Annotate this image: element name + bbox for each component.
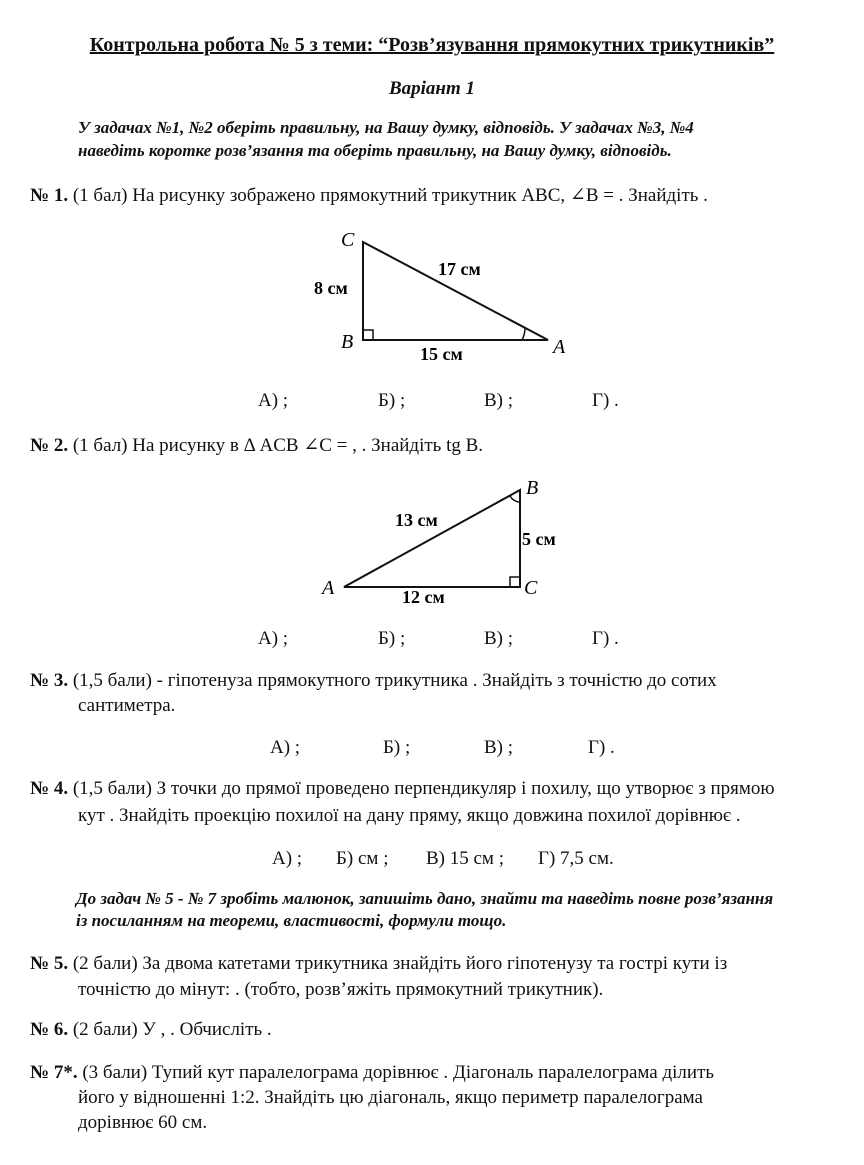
question-1-text: (1 бал) На рисунку зображено прямокутний трикутник ABC, ∠B = . Знайдіть . bbox=[68, 185, 708, 206]
q1-option-a: А) ; bbox=[258, 390, 289, 411]
question-6-text: (2 бали) У , . Обчисліть . bbox=[68, 1019, 272, 1040]
side-ac-label: 12 см bbox=[402, 587, 445, 607]
question-5-line-1: (2 бали) За двома катетами трикутника знайдіть його гіпотенузу та гострі кути із bbox=[68, 953, 728, 974]
right-angle-mark-c bbox=[510, 577, 520, 587]
q3-option-c: В) ; bbox=[484, 737, 514, 758]
instructions-line-1: У задачах №1, №2 оберіть правильну, на Вашу думку, відповідь. У задачах №3, №4 bbox=[78, 118, 694, 137]
page-title: Контрольна робота № 5 з теми: “Розв’язування прямокутних трикутників” bbox=[89, 34, 775, 56]
question-2 bbox=[30, 434, 483, 457]
q2-option-c: В) ; bbox=[484, 628, 514, 649]
question-4 bbox=[30, 778, 775, 800]
question-5-number: № 5. bbox=[30, 953, 69, 974]
vertex-label-b: B bbox=[341, 331, 354, 353]
angle-arc-a bbox=[522, 328, 525, 340]
question-7 bbox=[30, 1062, 714, 1084]
q3-option-b: Б) ; bbox=[383, 737, 411, 758]
question-4-number: № 4. bbox=[30, 778, 69, 799]
vertex-label-a: A bbox=[553, 336, 566, 358]
question-1 bbox=[30, 184, 708, 207]
question-7-line-1: (3 бали) Тупий кут паралелограма дорівнює . Діагональ паралелограма ділить bbox=[77, 1062, 715, 1083]
q2-option-b: Б) ; bbox=[378, 628, 406, 649]
triangle-abc bbox=[363, 242, 548, 340]
vertex-label-b2: B bbox=[526, 477, 539, 499]
q4-option-d: Г) 7,5 см. bbox=[538, 848, 614, 869]
q4-option-c: В) 15 см ; bbox=[426, 848, 504, 869]
q1-option-d: Г) . bbox=[592, 390, 619, 411]
question-2-text: (1 бал) На рисунку в Δ ACB ∠C = , . Знайдіть tg B. bbox=[68, 435, 484, 456]
question-1-number: № 1. bbox=[30, 185, 69, 206]
question-3-number: № 3. bbox=[30, 670, 69, 691]
question-4-line-1: (1,5 бали) З точки до прямої проведено перпендикуляр і похилу, що утворює з прямою bbox=[68, 778, 775, 799]
side-cb-label: 8 см bbox=[314, 278, 348, 298]
triangle-abc-figure bbox=[300, 222, 590, 367]
question-7-number: № 7*. bbox=[30, 1062, 78, 1083]
question-2-number: № 2. bbox=[30, 435, 69, 456]
vertex-label-c: C bbox=[341, 229, 355, 251]
q1-option-c: В) ; bbox=[484, 390, 514, 411]
instructions-line-2: наведіть коротке розв’язання та оберіть правильну, на Вашу думку, відповідь. bbox=[78, 141, 672, 160]
instructions2-line-2: із посиланням на теореми, властивості, формули тощо. bbox=[76, 911, 507, 930]
q3-option-a: А) ; bbox=[270, 737, 301, 758]
triangle-acb bbox=[344, 490, 520, 587]
side-ba-label: 15 см bbox=[420, 344, 463, 364]
q4-option-a: А) ; bbox=[272, 848, 303, 869]
question-3-line-1: (1,5 бали) - гіпотенуза прямокутного трикутника . Знайдіть з точністю до сотих bbox=[68, 670, 717, 691]
question-6 bbox=[30, 1019, 272, 1041]
question-6-number: № 6. bbox=[30, 1019, 69, 1040]
question-7-line-2: його у відношенні 1:2. Знайдіть цю діагональ, якщо периметр паралелограма bbox=[78, 1087, 703, 1108]
question-4-line-2: кут . Знайдіть проекцію похилої на дану пряму, якщо довжина похилої дорівнює . bbox=[78, 805, 741, 826]
side-bc-label: 5 см bbox=[522, 529, 556, 549]
q1-option-b: Б) ; bbox=[378, 390, 406, 411]
triangle-acb-figure bbox=[310, 470, 580, 610]
question-5-line-2: точністю до мінут: . (тобто, розв’яжіть прямокутний трикутник). bbox=[78, 979, 604, 1000]
question-7-line-3: дорівнює 60 см. bbox=[78, 1112, 208, 1133]
angle-arc-b bbox=[510, 496, 520, 502]
instructions2-line-1: До задач № 5 - № 7 зробіть малюнок, запишіть дано, знайти та наведіть повне розв’язання bbox=[76, 889, 774, 908]
vertex-label-c2: C bbox=[524, 577, 538, 599]
q4-option-b: Б) см ; bbox=[336, 848, 389, 869]
side-ab-label: 13 см bbox=[395, 510, 438, 530]
question-5 bbox=[30, 953, 727, 975]
q2-option-d: Г) . bbox=[592, 628, 619, 649]
variant-label: Варіант 1 bbox=[388, 78, 476, 99]
q3-option-d: Г) . bbox=[588, 737, 615, 758]
vertex-label-a2: A bbox=[322, 577, 335, 599]
question-3 bbox=[30, 670, 717, 692]
right-angle-mark-b bbox=[363, 330, 373, 340]
side-ca-label: 17 см bbox=[438, 259, 481, 279]
q2-option-a: А) ; bbox=[258, 628, 289, 649]
question-3-line-2: сантиметра. bbox=[78, 695, 176, 716]
